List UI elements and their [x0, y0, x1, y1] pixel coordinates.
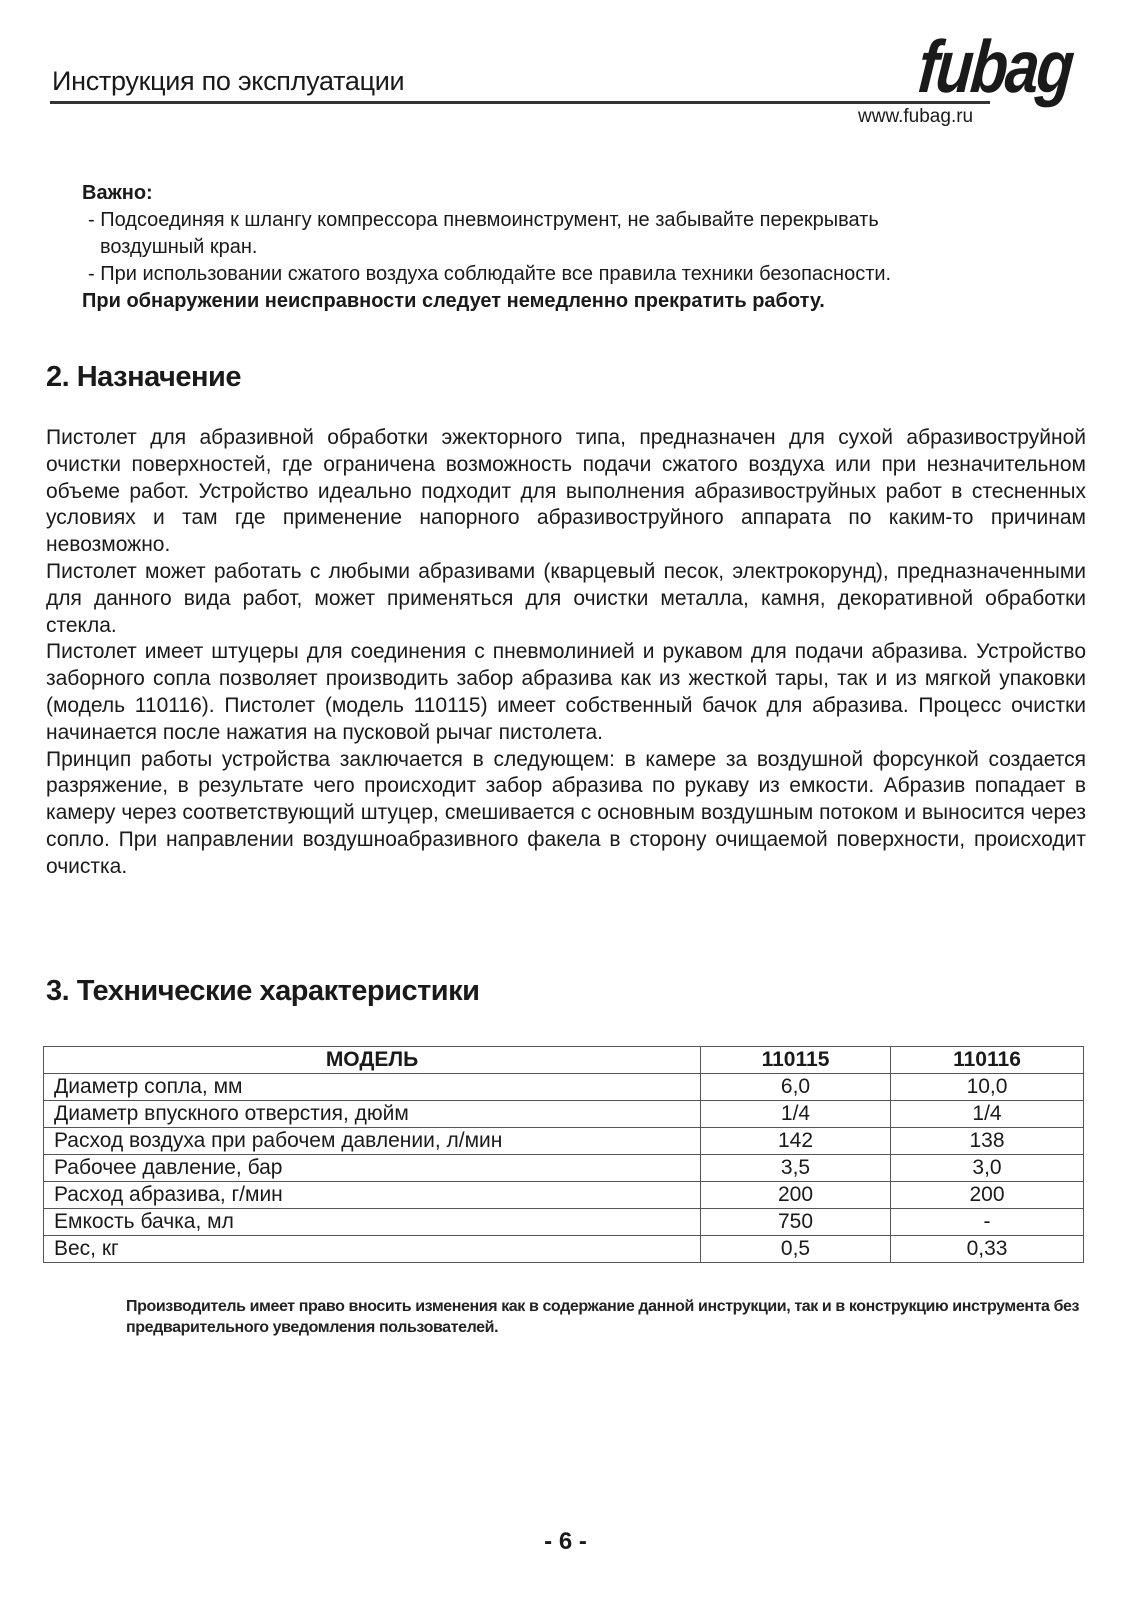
- param-label: Емкость бачка, мл: [44, 1209, 701, 1236]
- fubag-logo: fubag: [915, 25, 1076, 108]
- param-label: Диаметр сопла, мм: [44, 1074, 701, 1101]
- important-heading: Важно:: [82, 182, 153, 204]
- paragraph: Пистолет имеет штуцеры для соединения с пневмолинией и рукавом для подачи абразива. Устройство заборного сопла позволяет производить забор абразива как из жесткой тары, так и из мягкой упаковки (модель 110116). Пистолет (модель 110115) имеет собственный бачок для абразива. Процесс очистки начинается после нажатия на пусковой рычаг пистолета.: [46, 640, 1086, 744]
- table-row: [44, 1074, 1084, 1101]
- header-110115: 110115: [701, 1047, 891, 1074]
- value-110116: 0,33: [891, 1236, 1084, 1263]
- page-number: - 6 -: [544, 1528, 587, 1555]
- paragraph: Пистолет для абразивной обработки эжекторного типа, предназначен для сухой абразивоструйной очистки поверхностей, где ограничена возможность подачи сжатого воздуха или при незначительном объеме работ. Устройство идеально подходит для выполнения абразивоструйных работ в стесненных условиях и там где применение напорного абразивоструйного аппарата по каким-то причинам невозможно.: [46, 426, 1086, 557]
- table-row: [44, 1236, 1084, 1263]
- important-item: - Подсоединяя к шлангу компрессора пневмоинструмент, не забывайте перекрывать: [88, 209, 879, 231]
- important-item-continued: воздушный кран.: [100, 236, 258, 258]
- param-label: Диаметр впускного отверстия, дюйм: [44, 1101, 701, 1128]
- value-110116: -: [891, 1209, 1084, 1236]
- param-label: Расход абразива, г/мин: [44, 1182, 701, 1209]
- value-110116: 1/4: [891, 1101, 1084, 1128]
- important-notice: [82, 180, 1082, 315]
- header-divider: [50, 101, 990, 104]
- purpose-body: [46, 425, 1086, 881]
- value-110116: 10,0: [891, 1074, 1084, 1101]
- table-row: [44, 1209, 1084, 1236]
- header-model: МОДЕЛЬ: [44, 1047, 701, 1074]
- section-title-purpose: 2. Назначение: [46, 361, 241, 393]
- value-110115: 0,5: [701, 1236, 891, 1263]
- document-title: Инструкция по эксплуатации: [52, 66, 405, 96]
- website-url: www.fubag.ru: [858, 106, 974, 127]
- param-label: Рабочее давление, бар: [44, 1155, 701, 1182]
- manufacturer-note: Производитель имеет право вносить изменения как в содержание данной инструкции, так и в конструкцию инструмента без предварительного уведомления пользователей.: [126, 1298, 1080, 1336]
- value-110115: 142: [701, 1128, 891, 1155]
- table-header-row: [44, 1047, 1084, 1074]
- header-110116: 110116: [891, 1047, 1084, 1074]
- value-110116: 138: [891, 1128, 1084, 1155]
- table-row: [44, 1155, 1084, 1182]
- param-label: Вес, кг: [44, 1236, 701, 1263]
- table-row: [44, 1101, 1084, 1128]
- param-label: Расход воздуха при рабочем давлении, л/мин: [44, 1128, 701, 1155]
- paragraph: Пистолет может работать с любыми абразивами (кварцевый песок, электрокорунд), предназначенными для данного вида работ, может применяться для очистки металла, камня, декоративной обработки стекла.: [46, 559, 1086, 637]
- important-item: - При использовании сжатого воздуха соблюдайте все правила техники безопасности.: [88, 263, 892, 285]
- section-title-specs: 3. Технические характеристики: [46, 975, 480, 1007]
- value-110115: 750: [701, 1209, 891, 1236]
- paragraph: Принцип работы устройства заключается в следующем: в камере за воздушной форсункой создается разряжение, в результате чего происходит забор абразива по рукаву из емкости. Абразив попадает в камеру через соответствующий штуцер, смешивается с основным воздушным потоком и выносится через сопло. При направлении воздушноабразивного факела в сторону очищаемой поверхности, происходит очистка.: [46, 747, 1086, 878]
- table-row: [44, 1182, 1084, 1209]
- value-110115: 200: [701, 1182, 891, 1209]
- value-110116: 3,0: [891, 1155, 1084, 1182]
- value-110115: 6,0: [701, 1074, 891, 1101]
- value-110115: 1/4: [701, 1101, 891, 1128]
- table-row: [44, 1128, 1084, 1155]
- important-warning: При обнаружении неисправности следует немедленно прекратить работу.: [82, 290, 825, 312]
- specifications-table: [43, 1046, 1084, 1263]
- value-110115: 3,5: [701, 1155, 891, 1182]
- value-110116: 200: [891, 1182, 1084, 1209]
